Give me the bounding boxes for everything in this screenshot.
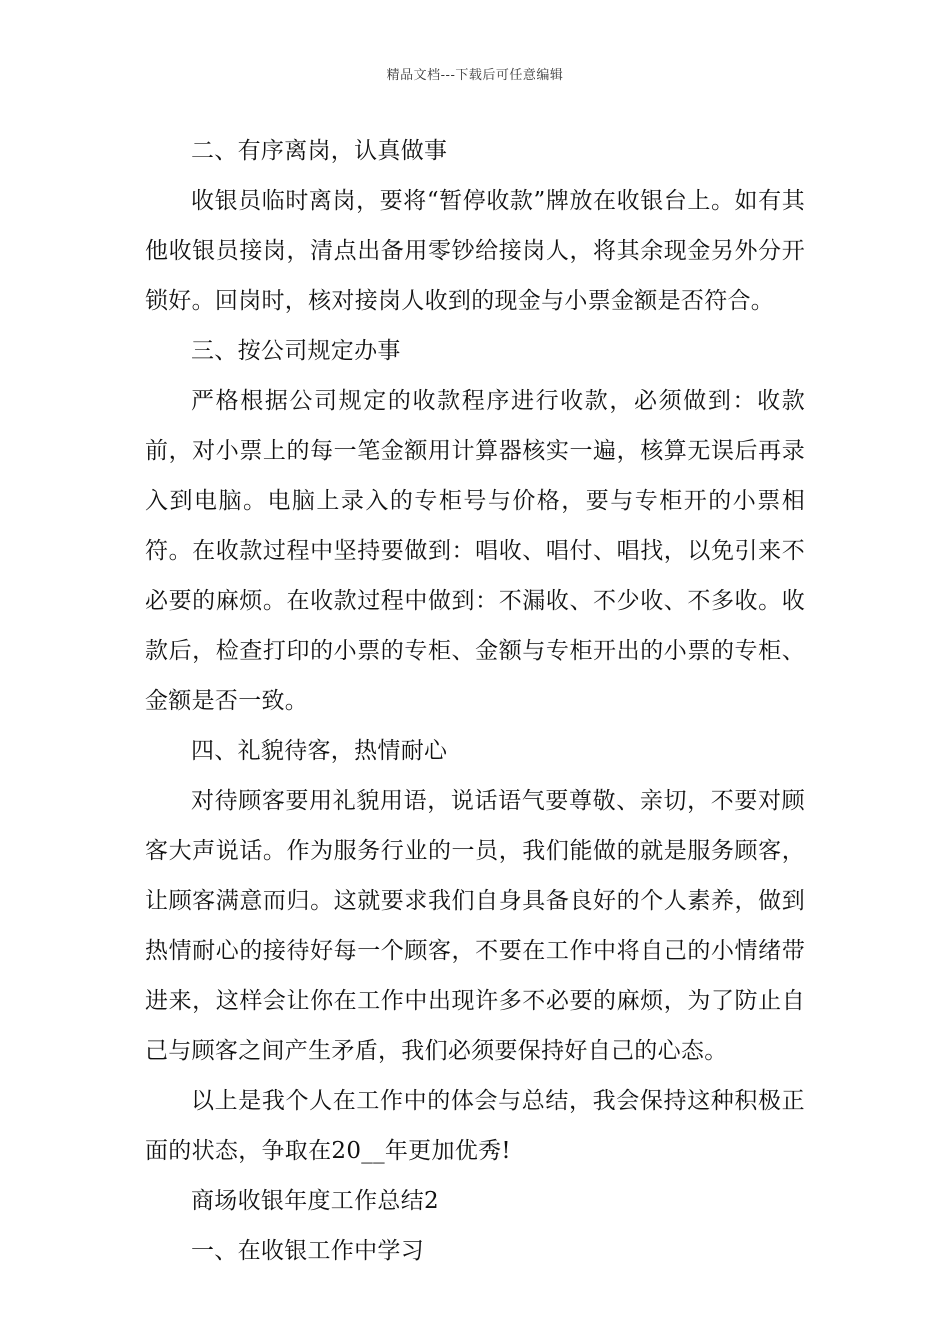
paragraph-leave-post: 收银员临时离岗，要将“暂停收款”牌放在收银台上。如有其他收银员接岗，清点出备用零钞给接岗人，将其余现金另外分开锁好。回岗时，核对接岗人收到的现金与小票金额是否符合。: [145, 188, 805, 314]
page-header: 精品文档---下载后可任意编辑: [386, 68, 564, 83]
paragraph-company-rules: 严格根据公司规定的收款程序进行收款，必须做到：收款前，对小票上的每一笔金额用计算器核实一遍，核算无误后再录入到电脑。电脑上录入的专柜号与价格，要与专柜开的小票相符。在收款过程中坚持要做到：唱收、唱付、唱找，以免引来不必要的麻烦。在收款过程中做到：不漏收、不少收、不多收。收款后，检查打印的小票的专柜、金额与专柜开出的小票的专柜、金额是否一致。: [145, 388, 805, 714]
section-heading-4: 四、礼貌待客，热情耐心: [191, 738, 448, 764]
paragraph-conclusion: 以上是我个人在工作中的体会与总结，我会保持这种积极正面的状态，争取在20__年更加优秀!: [145, 1088, 805, 1164]
paragraph-courtesy: 对待顾客要用礼貌用语，说话语气要尊敬、亲切，不要对顾客大声说话。作为服务行业的一员，我们能做的就是服务顾客，让顾客满意而归。这就要求我们自身具备良好的个人素养，做到热情耐心的接待好每一个顾客，不要在工作中将自己的小情绪带进来，这样会让你在工作中出现许多不必要的麻烦，为了防止自己与顾客之间产生矛盾，我们必须要保持好自己的心态。: [145, 788, 805, 1064]
section-heading-2: 二、有序离岗，认真做事: [191, 138, 448, 164]
section-heading-1: 一、在收银工作中学习: [191, 1238, 424, 1264]
document-title-2: 商场收银年度工作总结2: [191, 1188, 439, 1214]
document-body: [145, 126, 805, 1276]
section-heading-3: 三、按公司规定办事: [191, 338, 401, 364]
